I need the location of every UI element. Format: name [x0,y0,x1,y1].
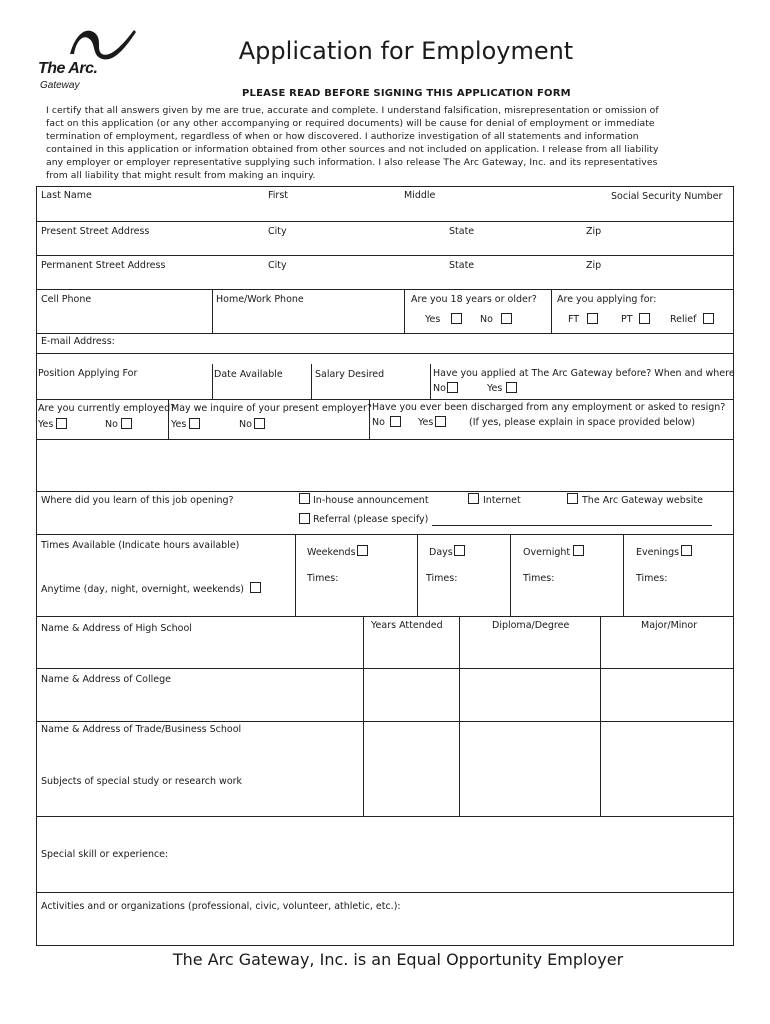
certification-line: contained in this application or information obtained from other sources and not included on application. I release from all liability [46,144,659,155]
last-name-label: Last Name [41,190,92,201]
age-yes-label: Yes [425,314,441,325]
inquire-yes-checkbox[interactable] [189,418,200,429]
explain-note: (If yes, please explain in space provided below) [469,417,696,428]
discharged-label: Have you ever been discharged from any employment or asked to resign? [372,402,726,413]
notice-heading: PLEASE READ BEFORE SIGNING THIS APPLICATION FORM [242,88,571,99]
employed-no-checkbox[interactable] [121,418,132,429]
website-label: The Arc Gateway website [582,495,703,506]
learn-opening-label: Where did you learn of this job opening? [41,495,234,506]
activities-label: Activities and or organizations (professional, civic, volunteer, athletic, etc.): [41,901,401,912]
referral-line[interactable] [432,525,712,526]
certification-line: termination of employment, regardless of when or how discovered. I authorize investigation of all statements and information [46,131,639,142]
evenings-checkbox[interactable] [681,545,692,556]
present-address-label: Present Street Address [41,226,150,237]
applied-before-yes-checkbox[interactable] [506,382,517,393]
discharged-yes-label: Yes [418,417,434,428]
email-label: E-mail Address: [41,336,115,347]
internet-label: Internet [483,495,521,506]
trade-school-label: Name & Address of Trade/Business School [41,724,242,735]
permanent-state-label: State [449,260,475,271]
logo-subtitle: Gateway [40,80,80,91]
referral-checkbox[interactable] [299,513,310,524]
age-no-checkbox[interactable] [501,313,512,324]
pt-label: PT [621,314,633,325]
inquire-yes-label: Yes [171,419,187,430]
certification-line: any employer or employer representative supplying such information. I also release The Arc Gateway, Inc. and its representatives [46,157,658,168]
anytime-checkbox[interactable] [250,582,261,593]
evenings-times-label: Times: [636,573,668,584]
weekends-label: Weekends [307,547,356,558]
internet-checkbox[interactable] [468,493,479,504]
inhouse-checkbox[interactable] [299,493,310,504]
first-name-label: First [268,190,288,201]
overnight-checkbox[interactable] [573,545,584,556]
anytime-label: Anytime (day, night, overnight, weekends) [41,584,244,595]
ft-checkbox[interactable] [587,313,598,324]
ssn-label: Social Security Number [611,191,723,202]
logo-name: The Arc. [38,60,98,77]
weekends-checkbox[interactable] [357,545,368,556]
applying-for-label: Are you applying for: [557,294,657,305]
inquire-no-checkbox[interactable] [254,418,265,429]
age-question-label: Are you 18 years or older? [411,294,537,305]
overnight-times-label: Times: [523,573,555,584]
referral-label: Referral (please specify) [313,514,429,525]
certification-line: from all liability that might result from making an inquiry. [46,170,316,181]
inquire-no-label: No [239,419,252,430]
present-state-label: State [449,226,475,237]
weekends-times-label: Times: [307,573,339,584]
cell-phone-label: Cell Phone [41,294,92,305]
age-no-label: No [480,314,493,325]
currently-employed-label: Are you currently employed? [38,403,176,414]
applied-before-no-label: No [433,383,446,394]
inquire-employer-label: May we inquire of your present employer? [171,403,372,414]
inhouse-label: In-house announcement [313,495,429,506]
salary-label: Salary Desired [315,369,385,380]
discharged-yes-checkbox[interactable] [435,416,446,427]
certification-line: I certify that all answers given by me are true, accurate and complete. I understand falsification, misrepresentation or omission of [46,105,659,116]
date-available-label: Date Available [214,369,283,380]
permanent-address-label: Permanent Street Address [41,260,166,271]
days-label: Days [429,547,453,558]
position-label: Position Applying For [38,368,138,379]
years-attended-label: Years Attended [371,620,443,631]
college-label: Name & Address of College [41,674,171,685]
certification-line: fact on this application (or any other accompanying or required documents) will be cause for denial of employment or immediate [46,118,655,129]
major-label: Major/Minor [641,620,698,631]
page-title: Application for Employment [238,37,574,65]
pt-checkbox[interactable] [639,313,650,324]
employed-yes-label: Yes [38,419,54,430]
times-available-label: Times Available (Indicate hours available) [41,540,240,551]
home-work-phone-label: Home/Work Phone [216,294,304,305]
permanent-zip-label: Zip [586,260,602,271]
subjects-label: Subjects of special study or research work [41,776,243,787]
ft-label: FT [568,314,580,325]
relief-label: Relief [670,314,697,325]
days-times-label: Times: [426,573,458,584]
evenings-label: Evenings [636,547,680,558]
overnight-label: Overnight [523,547,571,558]
days-checkbox[interactable] [454,545,465,556]
eoe-statement: The Arc Gateway, Inc. is an Equal Opportunity Employer [172,950,624,969]
website-checkbox[interactable] [567,493,578,504]
applied-before-label: Have you applied at The Arc Gateway before? When and where [433,368,735,379]
applied-before-no-checkbox[interactable] [447,382,458,393]
permanent-city-label: City [268,260,287,271]
special-skill-label: Special skill or experience: [41,849,169,860]
high-school-label: Name & Address of High School [41,623,192,634]
relief-checkbox[interactable] [703,313,714,324]
middle-name-label: Middle [404,190,436,201]
applied-before-yes-label: Yes [487,383,503,394]
discharged-no-checkbox[interactable] [390,416,401,427]
present-city-label: City [268,226,287,237]
discharged-no-label: No [372,417,385,428]
employed-no-label: No [105,419,118,430]
age-yes-checkbox[interactable] [451,313,462,324]
application-form [36,186,734,946]
certification-text [46,104,706,182]
employed-yes-checkbox[interactable] [56,418,67,429]
present-zip-label: Zip [586,226,602,237]
diploma-label: Diploma/Degree [492,620,570,631]
